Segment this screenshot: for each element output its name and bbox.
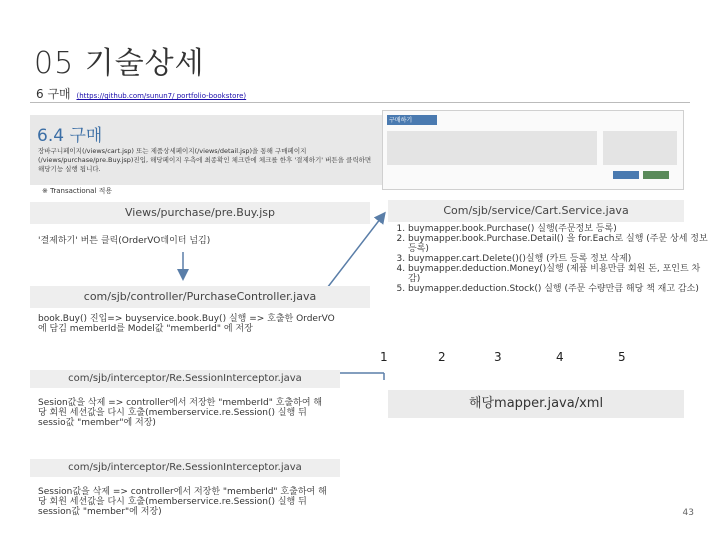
arrow-diagonal [324,214,384,292]
step-number: 4 [556,350,564,364]
page-title: 05 기술상세 [34,46,205,81]
step-number: 5 [618,350,626,364]
step-number: 1 [380,350,388,364]
pre-buy-box: Views/purchase/pre.Buy.jsp [30,202,370,224]
github-link[interactable]: (https://github.com/sunun7/ portfolio-bookstore) [76,92,247,100]
section-description: 장바구니페이지(/views/cart.jsp) 또는 제품상세페이지(/views/detail.jsp)을 통해 구매페이지(/views/purchase/pre.Buy.jsp)진입, 해당페이지 우측에 최종확인 체크란에 체크를 한후 '결제하기' 버튼을 클릭하면 해당기능 실행 됩니다. [38,147,372,173]
interceptor-description: Session값을 삭제 => controller에서 저장한 "memberId" 호출하여 해당 회원 세션값을 다시 호출(memberservice.re.Session() 실행 뒤 session값 "member"에 저장) [38,487,327,517]
controller-description: book.Buy() 진입=> buyservice.book.Buy() 실행 => 호출한 OrderVO에 담김 memberId를 Model값 "memberId" 에 저장 [38,314,335,334]
section-heading: 6.4 구매 [37,126,103,146]
service-step: 3. buymapper.cart.Delete()()실행 (카트 등록 정보 삭제) [408,254,708,264]
step-number: 2 [438,350,446,364]
cart-service-box: Com/sjb/service/Cart.Service.java [388,200,684,222]
controller-box: com/sjb/controller/PurchaseController.java [30,286,370,308]
transaction-note: ※ Transactional 적용 [42,187,113,195]
pre-buy-description: '결제하기' 버튼 클릭(OrderVO데이터 넘김) [38,236,211,246]
service-step: 1. buymapper.book.Purchase() 실행(주문정보 등록) [408,224,708,234]
thumbnail-nav-label: 구매하기 [389,117,413,124]
service-step: 4. buymapper.deduction.Money()실행 (제품 비용만큼 회원 돈, 포인트 차감) [408,264,708,284]
step-number: 3 [494,350,502,364]
mapper-box: 해당mapper.java/xml [388,390,684,418]
service-step: 2. buymapper.book.Purchase.Detail() 을 for.Each로 실행 (주문 상세 정보 등록) [408,234,708,254]
service-step: 5. buymapper.deduction.Stock() 실행 (주문 수량만큼 해당 책 재고 감소) [408,284,708,294]
interceptor-box: com/sjb/interceptor/Re.SessionInterceptor.java [30,459,340,477]
interceptor-description: Sesion값을 삭제 => controller에서 저장한 "memberId" 호출하여 해당 회원 세션값을 다시 호출(memberservice.re.Session() 실행 뒤 sessio값 "member"에 저장) [38,398,323,428]
interceptor-box: com/sjb/interceptor/Re.SessionInterceptor.java [30,370,340,388]
subtitle-label: 6 구매 [36,87,71,101]
page-number: 43 [682,508,694,518]
service-steps-list [388,224,708,294]
